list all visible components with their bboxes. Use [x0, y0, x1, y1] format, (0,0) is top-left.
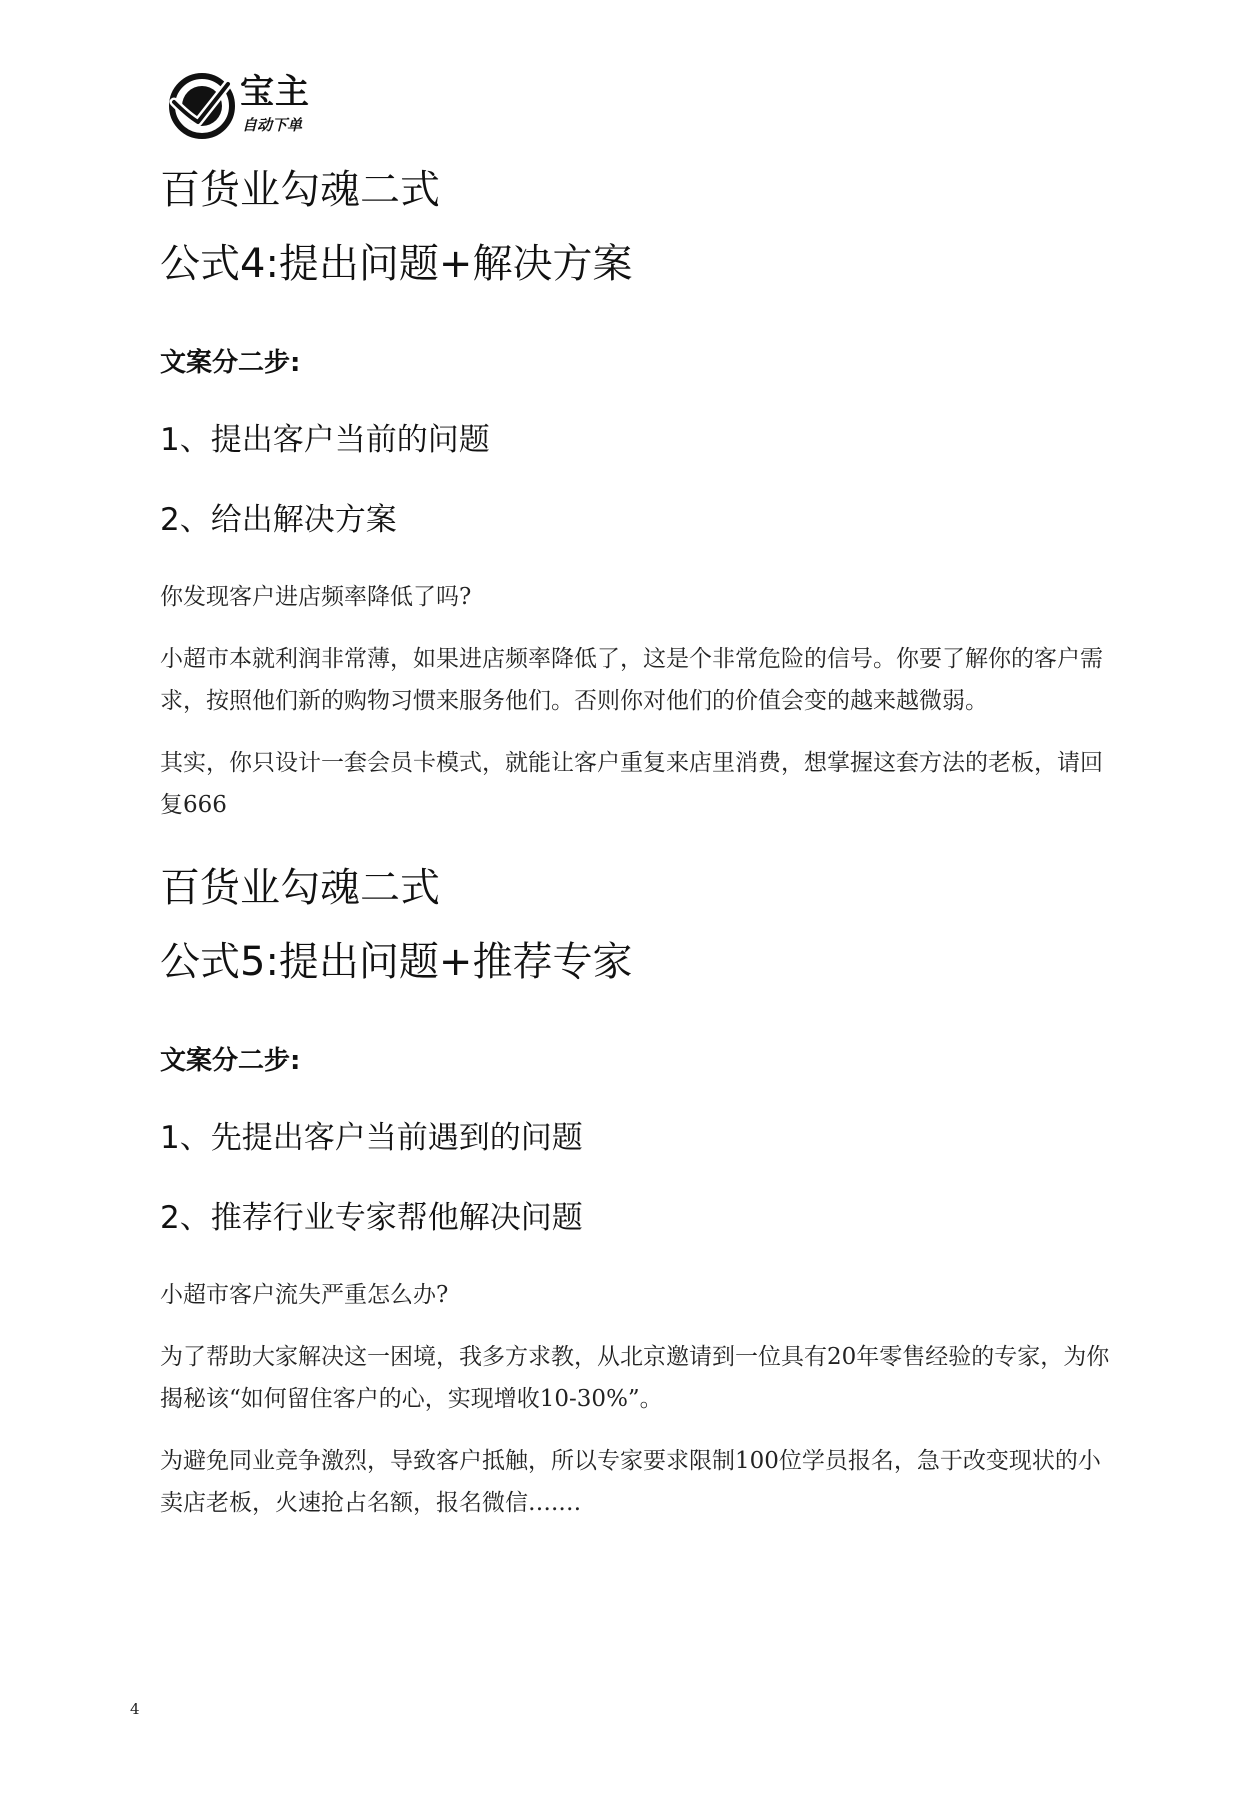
step-item: 1、先提出客户当前遇到的问题 — [160, 1120, 583, 1156]
checkmark-shield-icon — [168, 72, 236, 140]
logo-name: 宝主 — [240, 72, 310, 112]
section-title: 百货业勾魂二式 — [160, 865, 440, 911]
steps-heading: 文案分二步: — [160, 1046, 301, 1076]
body-paragraph: 小超市本就利润非常薄，如果进店频率降低了，这是个非常危险的信号。你要了解你的客户需求，按照他们新的购物习惯来服务他们。否则你对他们的价值会变的越来越微弱。 — [160, 646, 1103, 714]
logo-subtitle: 自动下单 — [242, 116, 303, 134]
section-formula-5 — [160, 864, 1120, 1524]
body-paragraph: 小超市客户流失严重怎么办? — [160, 1282, 449, 1308]
page-number: 4 — [130, 1700, 140, 1718]
body-paragraph: 为了帮助大家解决这一困境，我多方求教，从北京邀请到一位具有20年零售经验的专家，为你揭秘该“如何留住客户的心，实现增收10-30%”。 — [160, 1344, 1110, 1412]
body-paragraph: 你发现客户进店频率降低了吗? — [160, 584, 472, 610]
steps-heading: 文案分二步: — [160, 348, 301, 378]
step-item: 2、给出解决方案 — [160, 502, 397, 538]
body-paragraph: 为避免同业竞争激烈，导致客户抵触，所以专家要求限制100位学员报名，急于改变现状的小卖店老板，火速抢占名额，报名微信….… — [160, 1448, 1101, 1516]
step-item: 2、推荐行业专家帮他解决问题 — [160, 1200, 583, 1236]
formula-title: 公式5:提出问题+推荐专家 — [160, 939, 633, 985]
body-paragraph: 其实，你只设计一套会员卡模式，就能让客户重复来店里消费，想掌握这套方法的老板，请回复666 — [160, 750, 1103, 818]
section-title: 百货业勾魂二式 — [160, 167, 440, 213]
step-item: 1、提出客户当前的问题 — [160, 422, 490, 458]
document-content — [160, 166, 1120, 1524]
brand-logo — [168, 62, 358, 146]
formula-title: 公式4:提出问题+解决方案 — [160, 241, 633, 287]
section-formula-4 — [160, 166, 1120, 826]
